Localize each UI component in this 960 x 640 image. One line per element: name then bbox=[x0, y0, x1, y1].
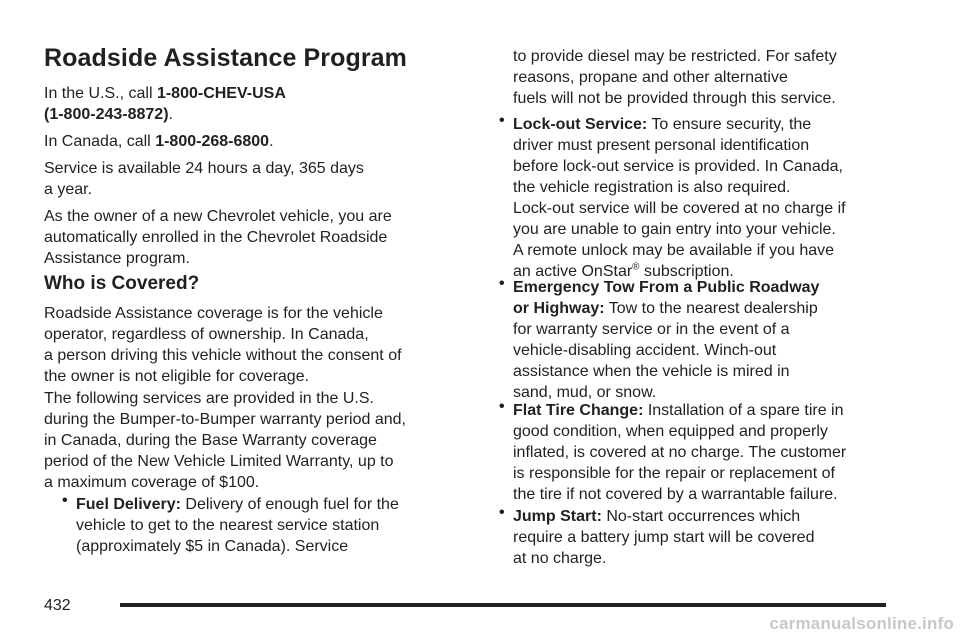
flat-tire-text: is responsible for the repair or replacement of bbox=[513, 465, 835, 482]
coverage-paragraph bbox=[44, 303, 402, 387]
page-title: Roadside Assistance Program bbox=[44, 44, 408, 72]
bullet-icon: • bbox=[499, 398, 505, 415]
emergency-tow-label: or Highway: bbox=[513, 300, 605, 317]
us-phone-line bbox=[44, 83, 286, 125]
bullet-icon: • bbox=[499, 504, 505, 521]
fuel-delivery-text: to provide diesel may be restricted. For safety bbox=[513, 48, 837, 65]
coverage-line: a person driving this vehicle without the consent of bbox=[44, 347, 402, 364]
emergency-tow-text: sand, mud, or snow. bbox=[513, 384, 657, 401]
us-phone-number: 1-800-CHEV-USA bbox=[156, 85, 286, 102]
jump-start-text: require a battery jump start will be covered bbox=[513, 529, 815, 546]
emergency-tow-text: Tow to the nearest dealership bbox=[604, 300, 818, 317]
availability-paragraph bbox=[44, 158, 364, 200]
availability-line: Service is available 24 hours a day, 365 days bbox=[44, 160, 364, 177]
lockout-service-label: Lock-out Service: bbox=[513, 116, 648, 133]
jump-start-label: Jump Start: bbox=[513, 508, 602, 525]
flat-tire-text: the tire if not covered by a warrantable failure. bbox=[513, 486, 838, 503]
services-intro-line: a maximum coverage of $100. bbox=[44, 474, 260, 491]
services-intro-line: The following services are provided in the U.S. bbox=[44, 390, 374, 407]
section-heading-who-is-covered: Who is Covered? bbox=[44, 273, 200, 294]
fuel-delivery-text: (approximately $5 in Canada). Service bbox=[76, 538, 349, 555]
jump-start-text: at no charge. bbox=[513, 550, 607, 567]
fuel-delivery-text: Delivery of enough fuel for the bbox=[180, 496, 399, 513]
lockout-service-text: Lock-out service will be covered at no charge if bbox=[513, 200, 846, 217]
services-intro-paragraph bbox=[44, 388, 406, 493]
lockout-service-text: an active OnStar bbox=[513, 263, 633, 280]
enrollment-line: As the owner of a new Chevrolet vehicle, you are bbox=[44, 208, 392, 225]
flat-tire-text: Installation of a spare tire in bbox=[643, 402, 844, 419]
lockout-service-text: A remote unlock may be available if you have bbox=[513, 242, 835, 259]
fuel-delivery-label: Fuel Delivery: bbox=[76, 496, 181, 513]
services-intro-line: during the Bumper-to-Bumper warranty period and, bbox=[44, 411, 406, 428]
flat-tire-item bbox=[513, 400, 846, 505]
flat-tire-label: Flat Tire Change: bbox=[513, 402, 644, 419]
enrollment-line: automatically enrolled in the Chevrolet Roadside bbox=[44, 229, 388, 246]
fuel-delivery-item bbox=[76, 494, 399, 557]
flat-tire-text: good condition, when equipped and properly bbox=[513, 423, 828, 440]
enrollment-line: Assistance program. bbox=[44, 250, 190, 267]
emergency-tow-label: Emergency Tow From a Public Roadway bbox=[513, 279, 820, 296]
fuel-delivery-text: vehicle to get to the nearest service station bbox=[76, 517, 380, 534]
emergency-tow-text: for warranty service or in the event of a bbox=[513, 321, 790, 338]
lockout-service-text: To ensure security, the bbox=[647, 116, 812, 133]
emergency-tow-text: assistance when the vehicle is mired in bbox=[513, 363, 790, 380]
lockout-service-text: you are unable to gain entry into your vehicle. bbox=[513, 221, 836, 238]
fuel-delivery-text: reasons, propane and other alternative bbox=[513, 69, 788, 86]
enrollment-paragraph bbox=[44, 206, 392, 269]
services-intro-line: in Canada, during the Base Warranty coverage bbox=[44, 432, 377, 449]
flat-tire-text: inflated, is covered at no charge. The customer bbox=[513, 444, 847, 461]
emergency-tow-item bbox=[513, 277, 819, 403]
coverage-line: Roadside Assistance coverage is for the vehicle bbox=[44, 305, 383, 322]
emergency-tow-text: vehicle-disabling accident. Winch-out bbox=[513, 342, 777, 359]
us-call-prefix: In the U.S., call bbox=[44, 85, 157, 102]
bullet-icon: • bbox=[62, 492, 68, 509]
jump-start-text: No-start occurrences which bbox=[601, 508, 801, 525]
footer-rule bbox=[120, 603, 886, 607]
registered-mark: ® bbox=[632, 261, 640, 273]
page-number: 432 bbox=[44, 597, 71, 614]
lockout-service-item bbox=[513, 114, 846, 282]
watermark: carmanualsonline.info bbox=[769, 614, 954, 633]
services-intro-line: period of the New Vehicle Limited Warranty, up to bbox=[44, 453, 394, 470]
lockout-service-text: driver must present personal identification bbox=[513, 137, 810, 154]
coverage-line: operator, regardless of ownership. In Canada, bbox=[44, 326, 369, 343]
canada-call-prefix: In Canada, call bbox=[44, 133, 156, 150]
us-period: . bbox=[168, 106, 173, 123]
bullet-icon: • bbox=[499, 275, 505, 292]
lockout-service-text: subscription. bbox=[639, 263, 734, 280]
bullet-icon: • bbox=[499, 112, 505, 129]
lockout-service-text: before lock-out service is provided. In Canada, bbox=[513, 158, 843, 175]
canada-phone-number: 1-800-268-6800 bbox=[155, 133, 270, 150]
fuel-delivery-continued bbox=[513, 46, 837, 109]
canada-phone-line bbox=[44, 131, 274, 152]
us-phone-digits: (1-800-243-8872) bbox=[44, 106, 169, 123]
availability-line: a year. bbox=[44, 181, 93, 198]
fuel-delivery-text: fuels will not be provided through this service. bbox=[513, 90, 836, 107]
coverage-line: the owner is not eligible for coverage. bbox=[44, 368, 310, 385]
jump-start-item bbox=[513, 506, 814, 569]
canada-period: . bbox=[269, 133, 274, 150]
lockout-service-text: the vehicle registration is also required. bbox=[513, 179, 791, 196]
